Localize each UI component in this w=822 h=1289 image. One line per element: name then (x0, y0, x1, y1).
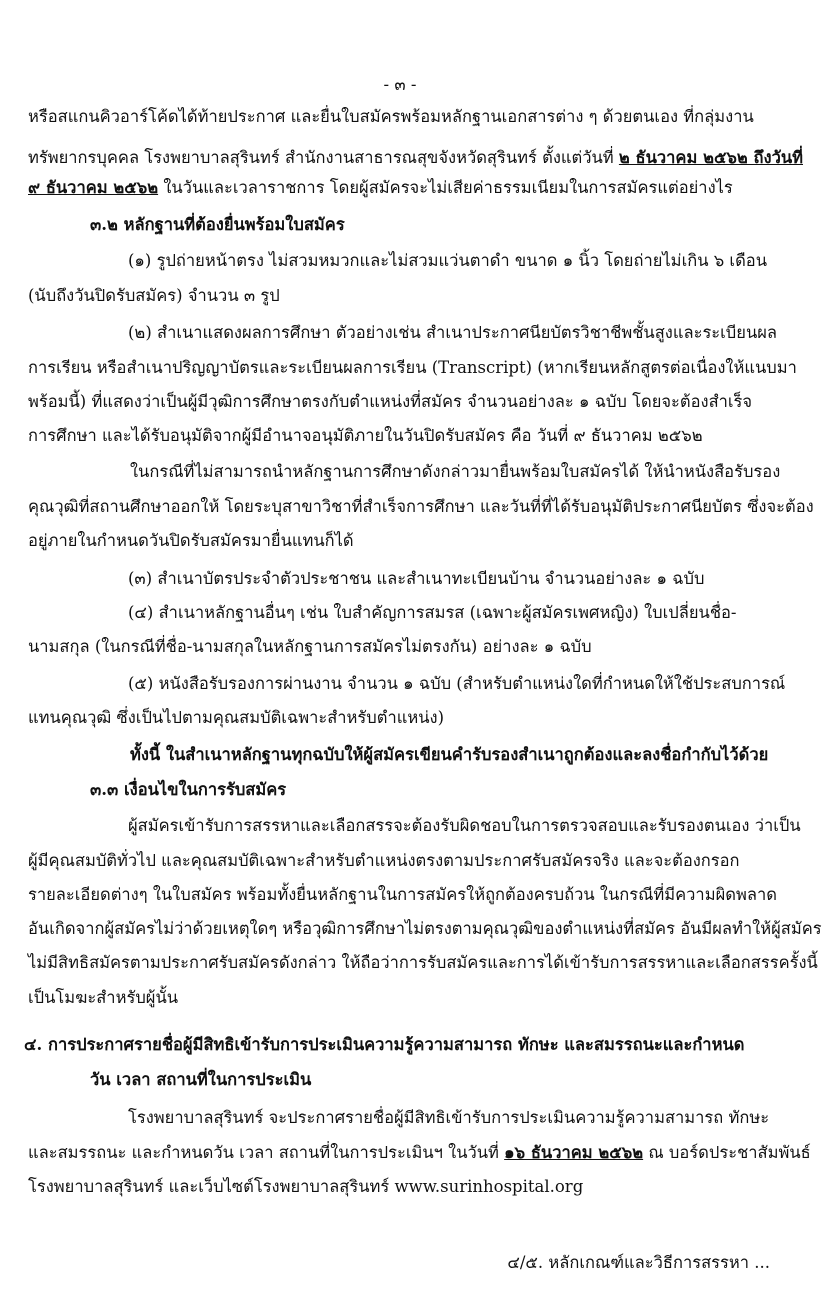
text-line: ผู้สมัครเข้ารับการสรรหาและเลือกสรรจะต้องรับผิดชอบในการตรวจสอบและรับรองตนเอง ว่าเป็น (128, 816, 801, 835)
section-heading-3-2: ๓.๒ หลักฐานที่ต้องยื่นพร้อมใบสมัคร (90, 215, 345, 234)
text-segment: ณ บอร์ดประชาสัมพันธ์ (643, 1143, 811, 1162)
section-heading-4-cont: วัน เวลา สถานที่ในการประเมิน (90, 1070, 312, 1089)
application-end-date: ๙ ธันวาคม ๒๕๖๒ (28, 178, 159, 197)
text-line (28, 173, 778, 203)
announcement-date: ๑๖ ธันวาคม ๒๕๖๒ (504, 1143, 644, 1162)
text-line: ผู้มีคุณสมบัติทั่วไป และคุณสมบัติเฉพาะสำหรับตำแหน่งตรงตามประกาศรับสมัครจริง และจะต้องกรอก (28, 851, 740, 870)
text-line: (นับถึงวันปิดรับสมัคร) จำนวน ๓ รูป (28, 286, 280, 305)
text-line: ไม่มีสิทธิสมัครตามประกาศรับสมัครดังกล่าว ให้ถือว่าการรับสมัครและการได้เข้ารับการสรรหาและเลือกสรรครั้งนี้ (28, 953, 818, 972)
text-line (28, 143, 803, 173)
section-heading-4: ๔. การประกาศรายชื่อผู้มีสิทธิเข้ารับการประเมินความรู้ความสามารถ ทักษะ และสมรรถนะและกำหนด (24, 1035, 745, 1054)
text-line: อยู่ภายในกำหนดวันปิดรับสมัครมายื่นแทนก็ได้ (28, 531, 354, 550)
text-line: ในกรณีที่ไม่สามารถนำหลักฐานการศึกษาดังกล่าวมายื่นพร้อมใบสมัครได้ ให้นำหนังสือรับรอง (130, 462, 781, 481)
text-line: เป็นโมฆะสำหรับผู้นั้น (28, 988, 179, 1007)
text-line: นามสกุล (ในกรณีที่ชื่อ-นามสกุลในหลักฐานการสมัครไม่ตรงกัน) อย่างละ ๑ ฉบับ (28, 637, 592, 656)
text-line: โรงพยาบาลสุรินทร์ จะประกาศรายชื่อผู้มีสิทธิเข้ารับการประเมินความรู้ความสามารถ ทักษะ (128, 1108, 770, 1127)
text-line: (๔) สำเนาหลักฐานอื่นๆ เช่น ใบสำคัญการสมรส (เฉพาะผู้สมัครเพศหญิง) ใบเปลี่ยนชื่อ- (128, 603, 737, 622)
text-line: (๒) สำเนาแสดงผลการศึกษา ตัวอย่างเช่น สำเนาประกาศนียบัตรวิชาชีพชั้นสูงและระเบียนผล (128, 323, 778, 342)
text-line: (๑) รูปถ่ายหน้าตรง ไม่สวมหมวกและไม่สวมแว่นตาดำ ขนาด ๑ นิ้ว โดยถ่ายไม่เกิน ๖ เดือน (128, 251, 767, 270)
continuation-note: ๔/๕. หลักเกณฑ์และวิธีการสรรหา ... (507, 1253, 770, 1272)
text-segment: ทรัพยากรบุคคล โรงพยาบาลสุรินทร์ สำนักงานสาธารณสุขจังหวัดสุรินทร์ ตั้งแต่วันที่ (28, 148, 619, 167)
text-line: อันเกิดจากผู้สมัครไม่ว่าด้วยเหตุใดๆ หรือวุฒิการศึกษาไม่ตรงตามคุณวุฒิของตำแหน่งที่สมัคร อันมีผลทำให้ผู้สมัคร (28, 919, 822, 938)
text-line: แทนคุณวุฒิ ซึ่งเป็นไปตามคุณสมบัติเฉพาะสำหรับตำแหน่ง) (28, 708, 445, 727)
certification-note: ทั้งนี้ ในสำเนาหลักฐานทุกฉบับให้ผู้สมัครเขียนคำรับรองสำเนาถูกต้องและลงชื่อกำกับไว้ด้วย (130, 745, 769, 764)
text-line: (๕) หนังสือรับรองการผ่านงาน จำนวน ๑ ฉบับ (สำหรับตำแหน่งใดที่กำหนดให้ใช้ประสบการณ์ (128, 674, 786, 693)
text-line: (๓) สำเนาบัตรประจำตัวประชาชน และสำเนาทะเบียนบ้าน จำนวนอย่างละ ๑ ฉบับ (128, 569, 705, 588)
text-line: โรงพยาบาลสุรินทร์ และเว็บไซต์โรงพยาบาลสุรินทร์ www.surinhospital.org (28, 1177, 584, 1196)
text-line: คุณวุฒิที่สถานศึกษาออกให้ โดยระบุสาขาวิชาที่สำเร็จการศึกษา และวันที่ที่ได้รับอนุมัติประกาศนียบัตร ซึ่งจะต้อง (28, 497, 814, 516)
text-segment: และสมรรถนะ และกำหนดวัน เวลา สถานที่ในการประเมินฯ ในวันที่ (28, 1143, 505, 1162)
section-heading-3-3: ๓.๓ เงื่อนไขในการรับสมัคร (90, 780, 287, 799)
application-start-date: ๒ ธันวาคม ๒๕๖๒ ถึงวันที่ (618, 148, 803, 167)
text-segment: ในวันและเวลาราชการ โดยผู้สมัครจะไม่เสียค่าธรรมเนียมในการสมัครแต่อย่างไร (158, 178, 733, 197)
text-line: การเรียน หรือสำเนาปริญญาบัตรและระเบียนผลการเรียน (Transcript) (หากเรียนหลักสูตรต่อเนื่องให้แนบมา (28, 358, 797, 377)
text-line (28, 1138, 811, 1168)
text-line: พร้อมนี้) ที่แสดงว่าเป็นผู้มีวุฒิการศึกษาตรงกับตำแหน่งที่สมัคร จำนวนอย่างละ ๑ ฉบับ โดยจะต้องสำเร็จ (28, 392, 753, 411)
text-line: การศึกษา และได้รับอนุมัติจากผู้มีอำนาจอนุมัติภายในวันปิดรับสมัคร คือ วันที่ ๙ ธันวาคม ๒๕๖๒ (28, 426, 703, 445)
page-number: - ๓ - (383, 75, 417, 94)
text-line: รายละเอียดต่างๆ ในใบสมัคร พร้อมทั้งยื่นหลักฐานในการสมัครให้ถูกต้องครบถ้วน ในกรณีที่มีความผิดพลาด (28, 885, 777, 904)
text-line: หรือสแกนคิวอาร์โค้ดได้ท้ายประกาศ และยื่นใบสมัครพร้อมหลักฐานเอกสารต่าง ๆ ด้วยตนเอง ที่กลุ่มงาน (28, 107, 754, 126)
